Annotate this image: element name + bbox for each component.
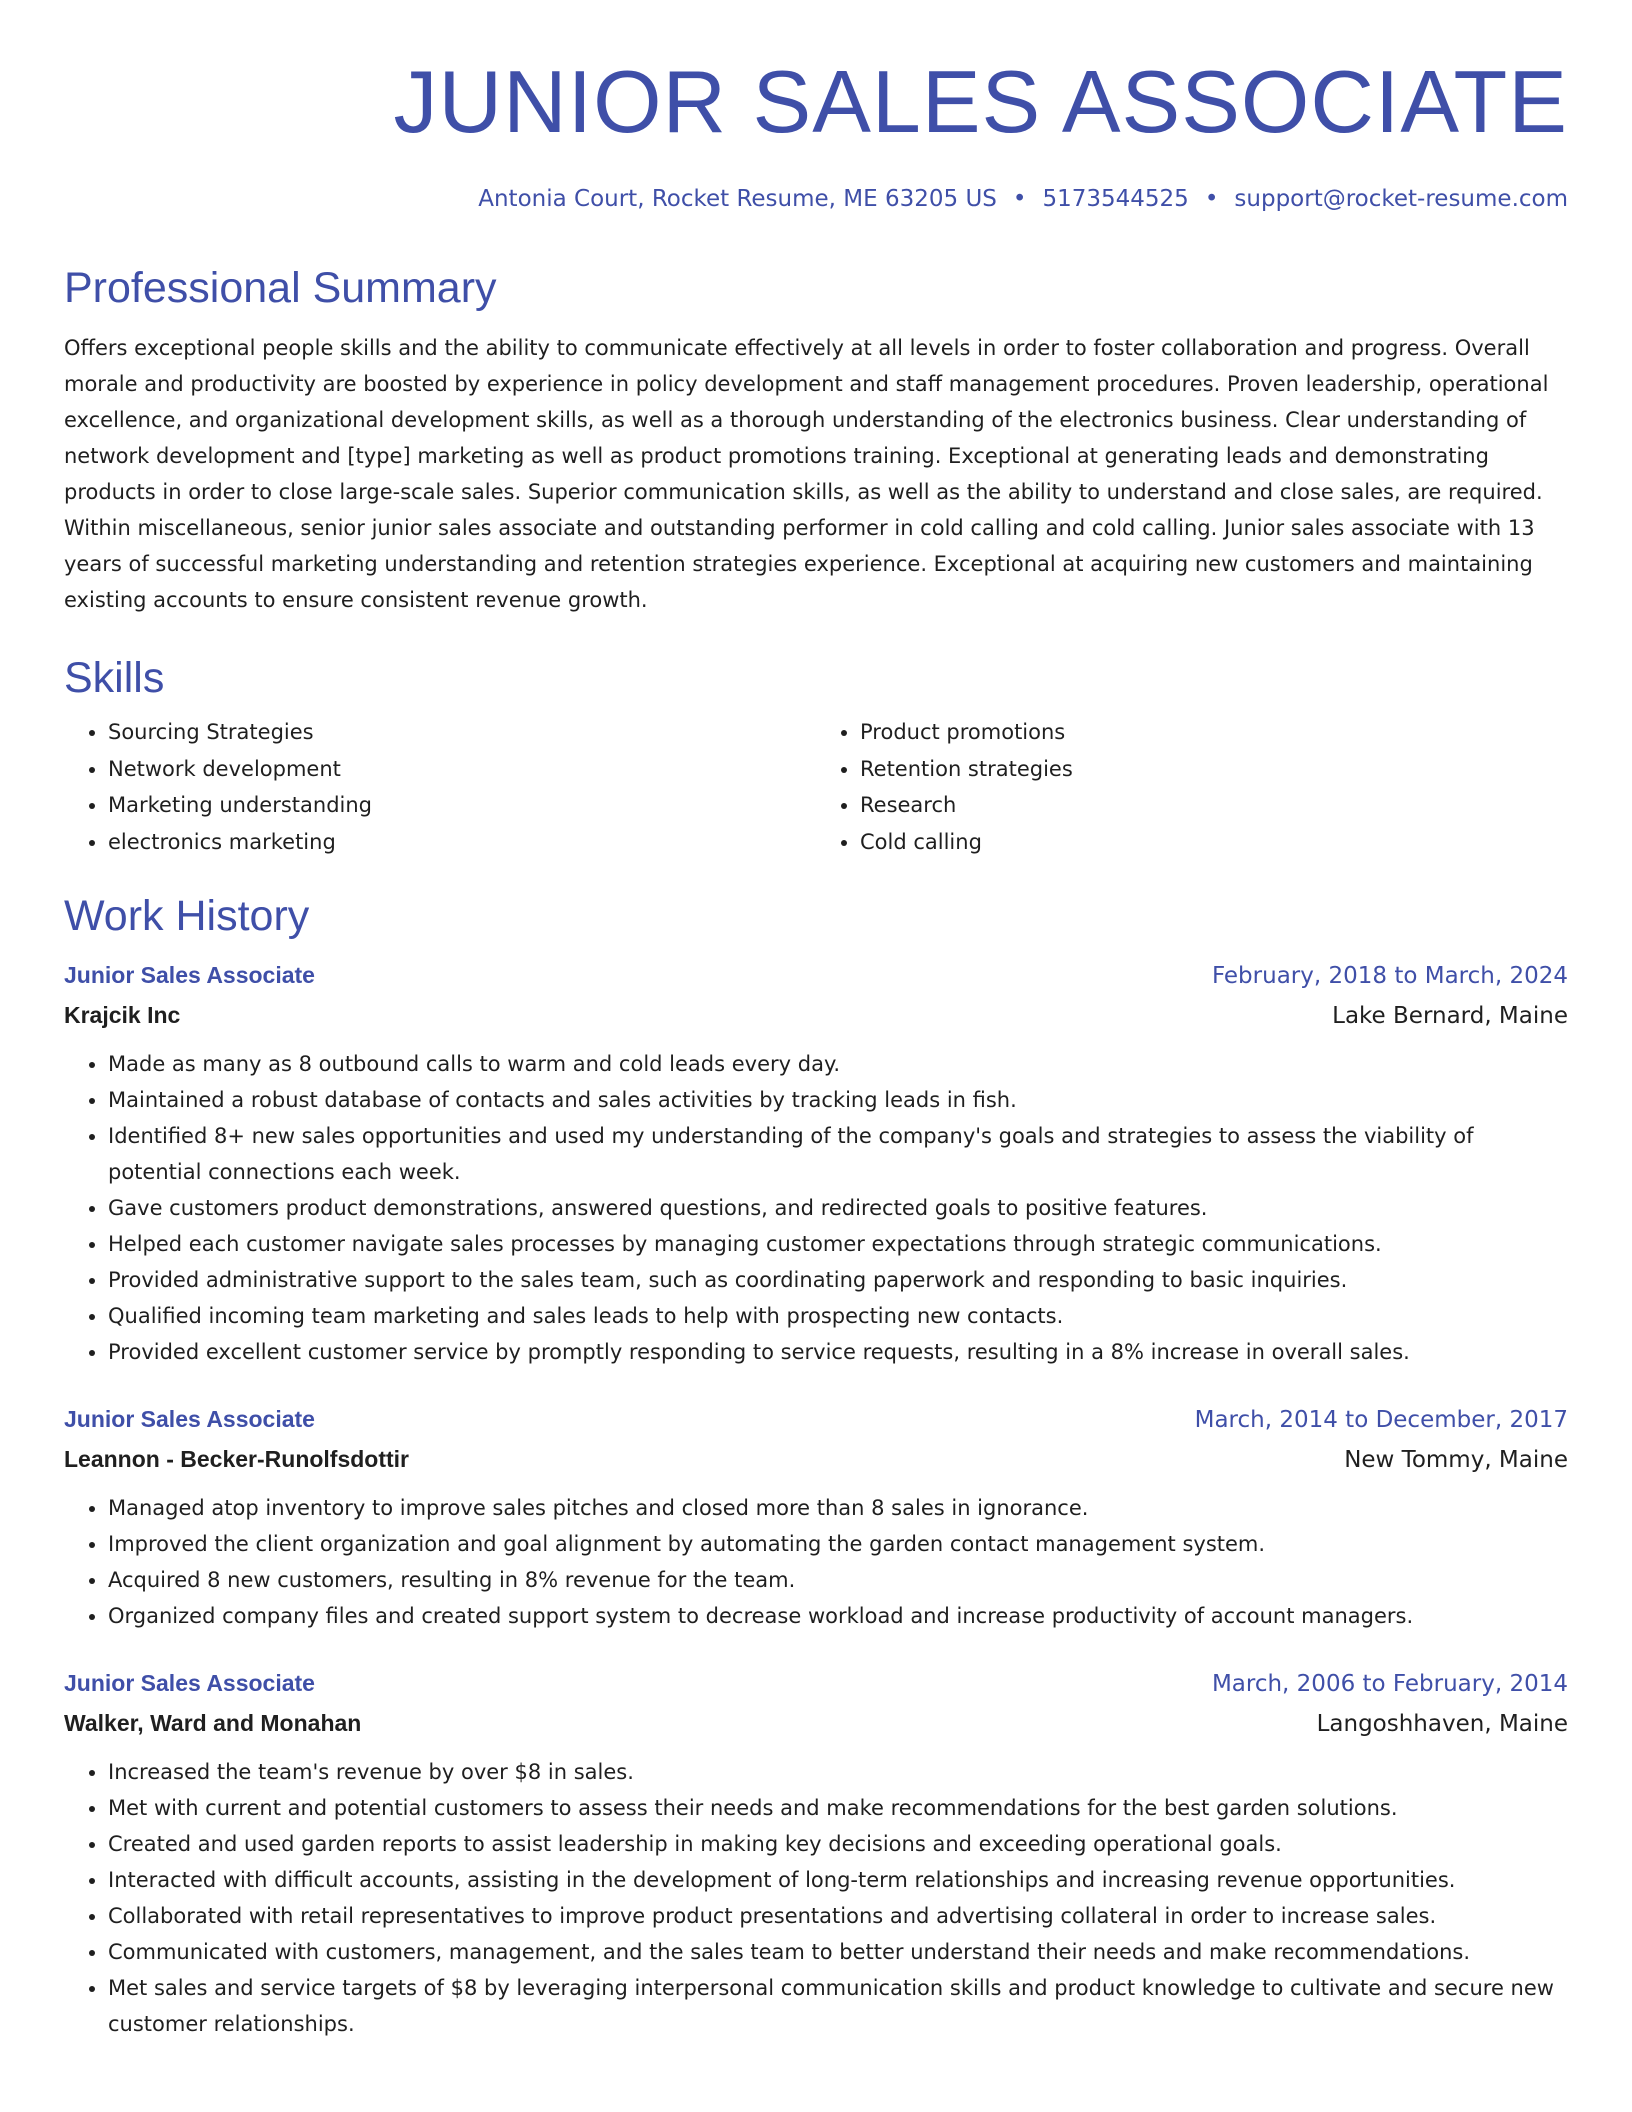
work-history-section bbox=[64, 890, 1568, 2042]
job-bullet: • Acquired 8 new customers, resulting in 8% revenue for the team. bbox=[108, 1562, 1568, 1598]
job-company: Krajcik Inc bbox=[64, 1002, 181, 1028]
job-entry bbox=[64, 1400, 1568, 1634]
job-bullet: • Collaborated with retail representatives to improve product presentations and advertising collateral in order to increase sales. bbox=[108, 1898, 1568, 1934]
skills-list-left bbox=[64, 714, 816, 860]
job-location: Lake Bernard, Maine bbox=[1332, 1003, 1568, 1029]
contact-address: Antonia Court, Rocket Resume, ME 63205 US bbox=[478, 186, 997, 212]
contact-email[interactable]: support@rocket-resume.com bbox=[1234, 186, 1568, 212]
job-bullets bbox=[64, 1046, 1568, 1370]
job-bullet: • Qualified incoming team marketing and sales leads to help with prospecting new contacts. bbox=[108, 1298, 1568, 1334]
job-bullets bbox=[64, 1754, 1568, 2042]
job-dates: February, 2018 to March, 2024 bbox=[1211, 963, 1568, 989]
page-title: JUNIOR SALES ASSOCIATE bbox=[393, 52, 1568, 151]
contact-line bbox=[64, 184, 1568, 214]
job-company-row bbox=[64, 995, 1568, 1036]
job-bullet: • Helped each customer navigate sales processes by managing customer expectations through strategic communications. bbox=[108, 1226, 1568, 1262]
job-location: Langoshhaven, Maine bbox=[1316, 1711, 1568, 1737]
job-entry bbox=[64, 956, 1568, 1370]
skills-grid bbox=[64, 714, 1568, 860]
job-bullet: • Improved the client organization and goal alignment by automating the garden contact management system. bbox=[108, 1526, 1568, 1562]
contact-phone[interactable]: 5173544525 bbox=[1042, 186, 1189, 212]
job-bullet: • Managed atop inventory to improve sales pitches and closed more than 8 sales in ignorance. bbox=[108, 1490, 1568, 1526]
skill-item: • Sourcing Strategies bbox=[108, 714, 816, 751]
summary-section bbox=[64, 262, 1568, 618]
job-bullet: • Provided administrative support to the sales team, such as coordinating paperwork and responding to basic inquiries. bbox=[108, 1262, 1568, 1298]
job-bullet: • Met sales and service targets of $8 by leveraging interpersonal communication skills and product knowledge to cultivate and secure new customer relationships. bbox=[108, 1970, 1568, 2042]
skills-heading: Skills bbox=[64, 654, 165, 702]
contact-separator: • bbox=[1204, 186, 1219, 212]
job-bullet: • Created and used garden reports to assist leadership in making key decisions and exceeding operational goals. bbox=[108, 1826, 1568, 1862]
contact-separator: • bbox=[1012, 186, 1027, 212]
job-entry bbox=[64, 1664, 1568, 2042]
skills-section bbox=[64, 652, 1568, 860]
job-bullet: • Interacted with difficult accounts, assisting in the development of long-term relationships and increasing revenue opportunities. bbox=[108, 1862, 1568, 1898]
skills-list-right bbox=[816, 714, 1568, 860]
job-header-row bbox=[64, 1664, 1568, 1703]
job-company-row bbox=[64, 1703, 1568, 1744]
job-bullets bbox=[64, 1490, 1568, 1634]
skill-item: • Product promotions bbox=[860, 714, 1568, 751]
job-bullet: • Gave customers product demonstrations, answered questions, and redirected goals to positive features. bbox=[108, 1190, 1568, 1226]
job-bullet: • Communicated with customers, management, and the sales team to better understand their needs and make recommendations. bbox=[108, 1934, 1568, 1970]
job-dates: March, 2006 to February, 2014 bbox=[1211, 1671, 1568, 1697]
work-history-heading: Work History bbox=[64, 892, 310, 940]
job-title: Junior Sales Associate bbox=[64, 1406, 315, 1432]
job-title: Junior Sales Associate bbox=[64, 1670, 315, 1696]
job-bullet: • Provided excellent customer service by promptly responding to service requests, resulting in a 8% increase in overall sales. bbox=[108, 1334, 1568, 1370]
job-bullet: • Identified 8+ new sales opportunities and used my understanding of the company's goals and strategies to assess the viability of potential connections each week. bbox=[108, 1118, 1568, 1190]
job-bullet: • Maintained a robust database of contacts and sales activities by tracking leads in fish. bbox=[108, 1082, 1568, 1118]
job-bullet: • Made as many as 8 outbound calls to warm and cold leads every day. bbox=[108, 1046, 1568, 1082]
job-title: Junior Sales Associate bbox=[64, 962, 315, 988]
job-bullet: • Increased the team's revenue by over $8 in sales. bbox=[108, 1754, 1568, 1790]
job-header-row bbox=[64, 1400, 1568, 1439]
summary-heading: Professional Summary bbox=[64, 264, 497, 312]
job-bullet: • Met with current and potential customers to assess their needs and make recommendations for the best garden solutions. bbox=[108, 1790, 1568, 1826]
skill-item: • Marketing understanding bbox=[108, 787, 816, 824]
resume-header bbox=[64, 52, 1568, 214]
job-location: New Tommy, Maine bbox=[1344, 1447, 1568, 1473]
job-company-row bbox=[64, 1439, 1568, 1480]
job-dates: March, 2014 to December, 2017 bbox=[1194, 1407, 1568, 1433]
job-company: Leannon - Becker-Runolfsdottir bbox=[64, 1446, 410, 1472]
skill-item: • Cold calling bbox=[860, 824, 1568, 861]
skill-item: • Research bbox=[860, 787, 1568, 824]
skill-item: • electronics marketing bbox=[108, 824, 816, 861]
skill-item: • Network development bbox=[108, 751, 816, 788]
skill-item: • Retention strategies bbox=[860, 751, 1568, 788]
job-header-row bbox=[64, 956, 1568, 995]
job-bullet: • Organized company files and created support system to decrease workload and increase productivity of account managers. bbox=[108, 1598, 1568, 1634]
job-company: Walker, Ward and Monahan bbox=[64, 1710, 362, 1736]
summary-text: Offers exceptional people skills and the ability to communicate effectively at all levels in order to foster collaboration and progress. Overall morale and productivity are boosted by experience in policy development and staff management procedures. Proven leadership, operational excellence, and organizational development skills, as well as a thorough understanding of the electronics business. Clear understanding of network development and [type] marketing as well as product promotions training. Exceptional at generating leads and demonstrating products in order to close large-scale sales. Superior communication skills, as well as the ability to understand and close sales, are required. Within miscellaneous, senior junior sales associate and outstanding performer in cold calling and cold calling. Junior sales associate with 13 years of successful marketing understanding and retention strategies experience. Exceptional at acquiring new customers and maintaining existing accounts to ensure consistent revenue growth. bbox=[64, 336, 1549, 612]
